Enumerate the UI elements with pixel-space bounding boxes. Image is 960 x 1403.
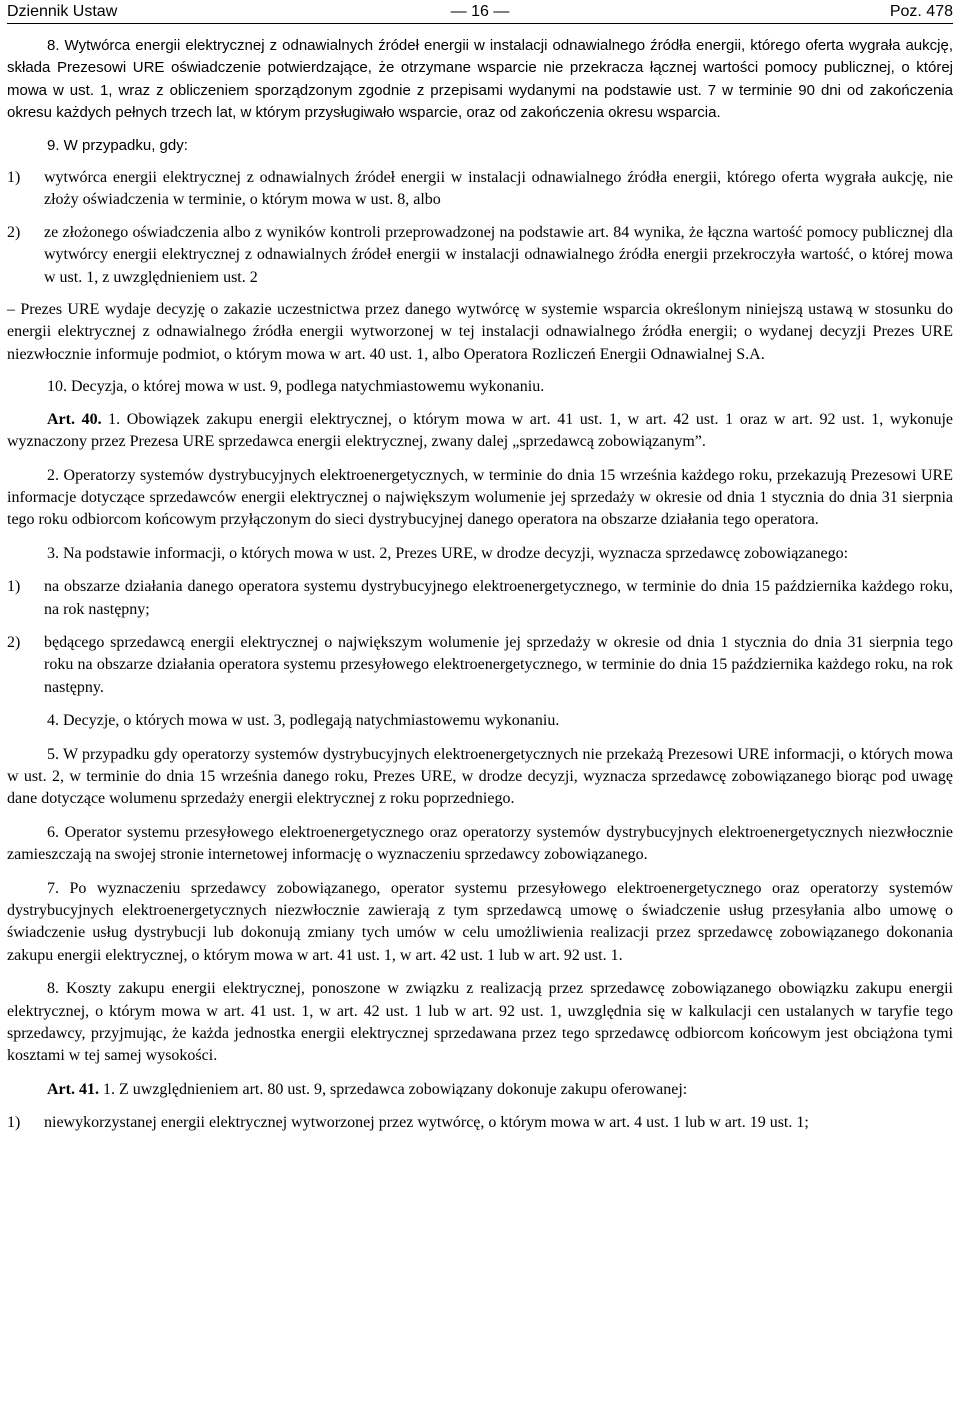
list-item bbox=[7, 167, 953, 212]
page-number: — 16 — bbox=[450, 3, 510, 20]
article-40-paragraph-2: 2. Operatorzy systemów dystrybucyjnych elektroenergetycznych, w terminie do dnia 15 września każdego roku, przekazują Prezesowi URE informacje dotyczące sprzedawców energii elektrycznej o największym wolumenie jej sprzedaży w okresie od dnia 1 stycznia do dnia 31 sierpnia tego roku odbiorcom końcowym przyłączonym do sieci dystrybucyjnej danego operatora na obszarze działania tego operatora. bbox=[7, 466, 953, 529]
article-40-paragraph-3: 3. Na podstawie informacji, o których mowa w ust. 2, Prezes URE, w drodze decyzji, wyznacza sprzedawcę zobowiązanego: bbox=[47, 544, 849, 562]
paragraph-9: 9. W przypadku, gdy: bbox=[47, 136, 188, 154]
list-number: 2) bbox=[7, 633, 21, 651]
page-header bbox=[7, 0, 953, 24]
list-item bbox=[7, 632, 953, 699]
list-item bbox=[7, 576, 953, 621]
article-40-paragraph-8: 8. Koszty zakupu energii elektrycznej, ponoszone w związku z realizacją przez sprzedawcę zobowiązanego obowiązku zakupu energii elektrycznej, o którym mowa w art. 41 ust. 1, w art. 42 ust. 1 lub w art. 92 ust. 1, uwzględnia się w kalkulacji cen ustalanych w taryfie tego sprzedawcy, przyjmując, że każda jednostka energii elektrycznej sprzedawana przez tego sprzedawcę odbiorcom końcowym jest obciążona tymi kosztami w tej samej wysokości. bbox=[7, 980, 953, 1065]
paragraph-10: 10. Decyzja, o której mowa w ust. 9, podlega natychmiastowemu wykonaniu. bbox=[47, 378, 545, 396]
paragraph-8: 8. Wytwórca energii elektrycznej z odnawialnych źródeł energii w instalacji odnawialnego źródła energii, którego oferta wygrała aukcję, składa Prezesowi URE oświadczenie potwierdzające, że otrzymane wsparcie nie przekracza łącznej wartości pomocy publicznej, o której mowa w ust. 1, wraz z obliczeniem sporządzonym zgodnie z przepisami wydanymi na podstawie ust. 7 w terminie 90 dni od zakończenia okresu każdych pełnych trzech lat, w którym przysługiwało wsparcie, oraz od zakończenia okresu wsparcia. bbox=[7, 37, 953, 122]
article-40-paragraph-7: 7. Po wyznaczeniu sprzedawcy zobowiązanego, operator systemu przesyłowego elektroenergetycznego oraz operatorzy systemów dystrybucyjnych elektroenergetycznych niezwłocznie zawierają z tym sprzedawcą umowę o świadczenie usług przesyłania albo umowę o świadczenie usług dystrybucji lub dokonują zmiany tych umów w celu umożliwienia realizacji przez sprzedawcę zobowiązanego dokonania zakupu energii elektrycznej, o którym mowa w art. 41 ust. 1, w art. 42 ust. 1 lub w art. 92 ust. 1. bbox=[7, 879, 953, 964]
list-text: na obszarze działania danego operatora systemu dystrybucyjnego elektroenergetycznego, w terminie do dnia 15 października każdego roku, na rok następny; bbox=[44, 578, 953, 618]
article-40-paragraph-4: 4. Decyzje, o których mowa w ust. 3, podlegają natychmiastowemu wykonaniu. bbox=[47, 712, 560, 730]
list-text: wytwórca energii elektrycznej z odnawialnych źródeł energii w instalacji odnawialnego źródła energii, którego oferta wygrała aukcję, nie złoży oświadczenia w terminie, o którym mowa w ust. 8, albo bbox=[44, 169, 953, 209]
list-number: 1) bbox=[7, 169, 21, 187]
paragraph-9-tail: – Prezes URE wydaje decyzję o zakazie uczestnictwa przez danego wytwórcę w systemie wsparcia określonym niniejszą ustawą w stosunku do energii elektrycznej z odnawialnego źródła energii wytworzonej w tej instalacji odnawialnego źródła energii; o wydanej decyzji Prezes URE niezwłocznie informuje podmiot, o którym mowa w art. 40 ust. 1, albo Operatora Rozliczeń Energii Odnawialnej S.A. bbox=[7, 301, 953, 363]
article-41-label: Art. 41. bbox=[47, 1080, 99, 1098]
article-40-paragraph-6: 6. Operator systemu przesyłowego elektroenergetycznego oraz operatorzy systemów dystrybucyjnych elektroenergetycznych niezwłocznie zamieszczają na swojej stronie internetowej informację o wyznaczeniu sprzedawcy zobowiązanego. bbox=[7, 823, 953, 864]
article-41-paragraph-1: Art. 41. 1. Z uwzględnieniem art. 80 ust. 9, sprzedawca zobowiązany dokonuje zakupu oferowanej: bbox=[47, 1080, 688, 1098]
list-number: 1) bbox=[7, 578, 21, 596]
journal-title: Dziennik Ustaw bbox=[7, 3, 118, 20]
list-text: niewykorzystanej energii elektrycznej wytworzonej przez wytwórcę, o którym mowa w art. 4 ust. 1 lub w art. 19 ust. 1; bbox=[44, 1114, 809, 1132]
list-item bbox=[7, 222, 953, 289]
list-text: ze złożonego oświadczenia albo z wyników kontroli przeprowadzonej na podstawie art. 84 wynika, że łączna wartość pomocy publicznej dla wytwórcy energii elektrycznej z odnawialnych źródeł energii w instalacji odnawialnego źródła energii przekroczyła wartość, o której mowa w ust. 1, z uwzględnieniem ust. 2 bbox=[44, 223, 953, 286]
list-text: będącego sprzedawcą energii elektrycznej o największym wolumenie jej sprzedaży w okresie od dnia 1 stycznia do dnia 31 sierpnia tego roku na obszarze działania operatora systemu przesyłowego elektroenergetycznego, w terminie do dnia 15 października każdego roku, na rok następny. bbox=[44, 633, 953, 696]
list-number: 1) bbox=[7, 1114, 21, 1132]
article-40-paragraph-1: Art. 40. 1. Obowiązek zakupu energii elektrycznej, o którym mowa w art. 41 ust. 1, w art. 42 ust. 1 oraz w art. 92 ust. 1, wykonuje wyznaczony przez Prezesa URE sprzedawca energii elektrycznej, zwany dalej „sprzedawcą zobowiązanym”. bbox=[7, 410, 954, 451]
list-item bbox=[7, 1112, 953, 1134]
article-40-label: Art. 40. bbox=[47, 410, 102, 428]
list-number: 2) bbox=[7, 223, 21, 241]
position-number: Poz. 478 bbox=[889, 3, 953, 20]
article-40-paragraph-5: 5. W przypadku gdy operatorzy systemów dystrybucyjnych elektroenergetycznych nie przekażą Prezesowi URE informacji, o których mowa w ust. 2, w terminie do dnia 15 września danego roku, Prezes URE, w drodze decyzji, wyznacza sprzedawcę zobowiązanego biorąc pod uwagę dane dotyczące wolumenu sprzedaży energii elektrycznej z roku poprzedniego. bbox=[7, 745, 953, 808]
